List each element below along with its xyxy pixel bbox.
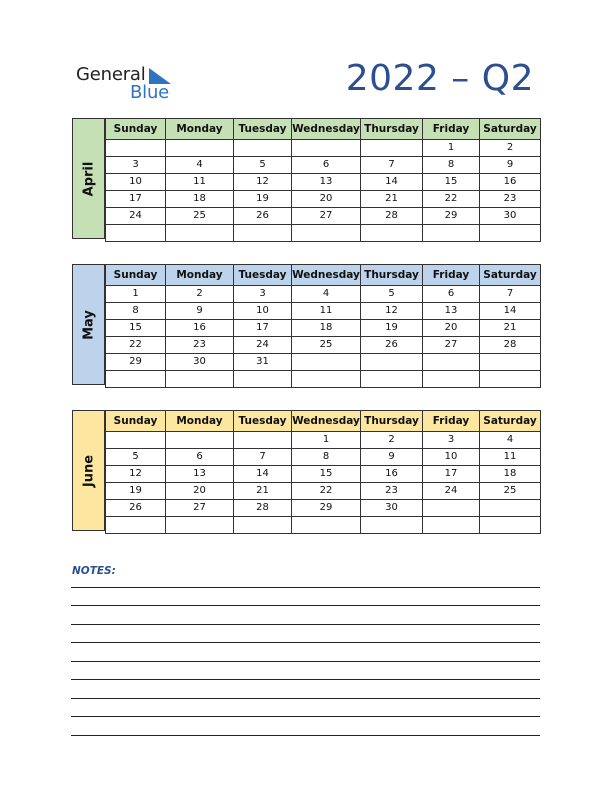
day-cell — [480, 225, 541, 242]
day-cell: 29 — [106, 354, 166, 371]
day-cell: 2 — [480, 140, 541, 157]
weekday-saturday: Saturday — [480, 411, 541, 432]
day-cell: 18 — [292, 320, 361, 337]
day-cell: 21 — [361, 191, 423, 208]
day-cell: 13 — [292, 174, 361, 191]
day-cell: 16 — [166, 320, 234, 337]
day-cell — [423, 517, 480, 534]
day-cell: 30 — [480, 208, 541, 225]
week-row — [106, 500, 541, 517]
day-cell: 21 — [234, 483, 292, 500]
day-cell — [106, 225, 166, 242]
day-cell: 12 — [106, 466, 166, 483]
note-line — [71, 605, 540, 606]
day-cell: 24 — [423, 483, 480, 500]
calendar-april — [105, 118, 541, 242]
day-cell: 20 — [423, 320, 480, 337]
day-cell: 18 — [166, 191, 234, 208]
note-line — [71, 698, 540, 699]
day-cell: 15 — [423, 174, 480, 191]
day-cell: 10 — [423, 449, 480, 466]
note-line — [71, 642, 540, 643]
day-cell: 19 — [361, 320, 423, 337]
day-cell: 8 — [292, 449, 361, 466]
month-name: June — [81, 454, 96, 487]
logo-blue-text: Blue — [130, 82, 170, 103]
day-cell: 26 — [361, 337, 423, 354]
day-cell — [234, 371, 292, 388]
day-cell — [480, 500, 541, 517]
day-cell — [423, 354, 480, 371]
day-cell — [166, 225, 234, 242]
calendar-june — [105, 410, 541, 534]
day-cell — [234, 140, 292, 157]
day-cell: 6 — [423, 286, 480, 303]
note-line — [71, 716, 540, 717]
month-name: April — [81, 161, 96, 196]
week-row — [106, 337, 541, 354]
weekday-header-row — [106, 411, 541, 432]
day-cell: 17 — [423, 466, 480, 483]
day-cell — [423, 225, 480, 242]
day-cell: 11 — [166, 174, 234, 191]
day-cell: 14 — [480, 303, 541, 320]
day-cell: 1 — [106, 286, 166, 303]
day-cell: 14 — [234, 466, 292, 483]
day-cell: 15 — [292, 466, 361, 483]
logo — [76, 64, 186, 104]
day-cell — [480, 354, 541, 371]
day-cell: 4 — [166, 157, 234, 174]
week-row — [106, 157, 541, 174]
weekday-sunday: Sunday — [106, 411, 166, 432]
day-cell — [423, 500, 480, 517]
week-row — [106, 208, 541, 225]
day-cell: 7 — [480, 286, 541, 303]
day-cell: 26 — [106, 500, 166, 517]
day-cell: 25 — [480, 483, 541, 500]
weekday-monday: Monday — [166, 411, 234, 432]
weekday-monday: Monday — [166, 119, 234, 140]
day-cell: 28 — [480, 337, 541, 354]
note-line — [71, 624, 540, 625]
day-cell: 18 — [480, 466, 541, 483]
weekday-header-row — [106, 119, 541, 140]
week-row — [106, 225, 541, 242]
day-cell — [292, 371, 361, 388]
day-cell — [292, 140, 361, 157]
day-cell: 11 — [480, 449, 541, 466]
week-row — [106, 466, 541, 483]
day-cell: 16 — [361, 466, 423, 483]
day-cell: 23 — [166, 337, 234, 354]
day-cell: 23 — [361, 483, 423, 500]
day-cell: 29 — [423, 208, 480, 225]
weekday-tuesday: Tuesday — [234, 265, 292, 286]
week-row — [106, 140, 541, 157]
day-cell: 24 — [106, 208, 166, 225]
day-cell: 13 — [166, 466, 234, 483]
day-cell: 28 — [234, 500, 292, 517]
day-cell: 5 — [106, 449, 166, 466]
day-cell: 27 — [423, 337, 480, 354]
day-cell: 12 — [361, 303, 423, 320]
day-cell — [361, 354, 423, 371]
week-row — [106, 432, 541, 449]
note-line — [71, 735, 540, 736]
day-cell: 19 — [106, 483, 166, 500]
day-cell: 27 — [166, 500, 234, 517]
day-cell: 23 — [480, 191, 541, 208]
month-label-april — [72, 118, 105, 239]
day-cell: 2 — [361, 432, 423, 449]
day-cell: 7 — [361, 157, 423, 174]
notes-label: NOTES: — [72, 565, 116, 577]
week-row — [106, 286, 541, 303]
day-cell: 9 — [361, 449, 423, 466]
day-cell: 22 — [106, 337, 166, 354]
day-cell: 4 — [292, 286, 361, 303]
day-cell — [361, 517, 423, 534]
day-cell: 17 — [106, 191, 166, 208]
week-row — [106, 191, 541, 208]
weekday-thursday: Thursday — [361, 119, 423, 140]
day-cell: 6 — [166, 449, 234, 466]
day-cell: 27 — [292, 208, 361, 225]
day-cell — [292, 517, 361, 534]
day-cell — [361, 140, 423, 157]
day-cell — [166, 517, 234, 534]
weekday-tuesday: Tuesday — [234, 119, 292, 140]
day-cell: 30 — [166, 354, 234, 371]
day-cell: 19 — [234, 191, 292, 208]
day-cell: 16 — [480, 174, 541, 191]
weekday-monday: Monday — [166, 265, 234, 286]
day-cell — [423, 371, 480, 388]
day-cell — [166, 140, 234, 157]
day-cell: 20 — [292, 191, 361, 208]
day-cell: 22 — [423, 191, 480, 208]
day-cell: 12 — [234, 174, 292, 191]
day-cell: 8 — [106, 303, 166, 320]
day-cell: 5 — [234, 157, 292, 174]
weekday-wednesday: Wednesday — [292, 411, 361, 432]
week-row — [106, 517, 541, 534]
note-line — [71, 679, 540, 680]
day-cell — [106, 140, 166, 157]
day-cell — [166, 432, 234, 449]
note-line — [71, 587, 540, 588]
day-cell: 15 — [106, 320, 166, 337]
day-cell: 3 — [234, 286, 292, 303]
day-cell: 29 — [292, 500, 361, 517]
day-cell — [292, 354, 361, 371]
day-cell: 17 — [234, 320, 292, 337]
day-cell: 8 — [423, 157, 480, 174]
weekday-sunday: Sunday — [106, 265, 166, 286]
page-title: 2022 – Q2 — [345, 58, 534, 99]
day-cell: 9 — [166, 303, 234, 320]
weekday-thursday: Thursday — [361, 265, 423, 286]
day-cell: 26 — [234, 208, 292, 225]
day-cell: 10 — [234, 303, 292, 320]
day-cell: 22 — [292, 483, 361, 500]
day-cell: 3 — [423, 432, 480, 449]
day-cell — [292, 225, 361, 242]
day-cell — [361, 225, 423, 242]
day-cell: 25 — [166, 208, 234, 225]
day-cell — [166, 371, 234, 388]
day-cell: 10 — [106, 174, 166, 191]
week-row — [106, 354, 541, 371]
day-cell — [361, 371, 423, 388]
weekday-wednesday: Wednesday — [292, 265, 361, 286]
day-cell — [480, 371, 541, 388]
day-cell: 31 — [234, 354, 292, 371]
weekday-thursday: Thursday — [361, 411, 423, 432]
week-row — [106, 303, 541, 320]
weekday-saturday: Saturday — [480, 119, 541, 140]
day-cell: 2 — [166, 286, 234, 303]
weekday-header-row — [106, 265, 541, 286]
month-label-june — [72, 410, 105, 531]
week-row — [106, 174, 541, 191]
day-cell: 24 — [234, 337, 292, 354]
weekday-wednesday: Wednesday — [292, 119, 361, 140]
weekday-tuesday: Tuesday — [234, 411, 292, 432]
day-cell — [106, 432, 166, 449]
day-cell — [480, 517, 541, 534]
day-cell: 21 — [480, 320, 541, 337]
day-cell: 14 — [361, 174, 423, 191]
week-row — [106, 320, 541, 337]
day-cell: 7 — [234, 449, 292, 466]
day-cell — [234, 225, 292, 242]
day-cell: 30 — [361, 500, 423, 517]
day-cell: 1 — [292, 432, 361, 449]
month-label-may — [72, 264, 105, 385]
weekday-saturday: Saturday — [480, 265, 541, 286]
day-cell: 1 — [423, 140, 480, 157]
weekday-friday: Friday — [423, 119, 480, 140]
month-name: May — [81, 309, 96, 340]
day-cell: 28 — [361, 208, 423, 225]
week-row — [106, 371, 541, 388]
day-cell — [234, 517, 292, 534]
week-row — [106, 449, 541, 466]
weekday-sunday: Sunday — [106, 119, 166, 140]
day-cell: 25 — [292, 337, 361, 354]
day-cell — [234, 432, 292, 449]
day-cell: 11 — [292, 303, 361, 320]
day-cell — [106, 371, 166, 388]
weekday-friday: Friday — [423, 265, 480, 286]
day-cell: 3 — [106, 157, 166, 174]
calendar-may — [105, 264, 541, 388]
weekday-friday: Friday — [423, 411, 480, 432]
day-cell: 5 — [361, 286, 423, 303]
note-line — [71, 661, 540, 662]
day-cell: 9 — [480, 157, 541, 174]
logo-general-text: General — [76, 64, 146, 85]
day-cell: 13 — [423, 303, 480, 320]
day-cell: 6 — [292, 157, 361, 174]
week-row — [106, 483, 541, 500]
day-cell: 4 — [480, 432, 541, 449]
day-cell — [106, 517, 166, 534]
day-cell: 20 — [166, 483, 234, 500]
